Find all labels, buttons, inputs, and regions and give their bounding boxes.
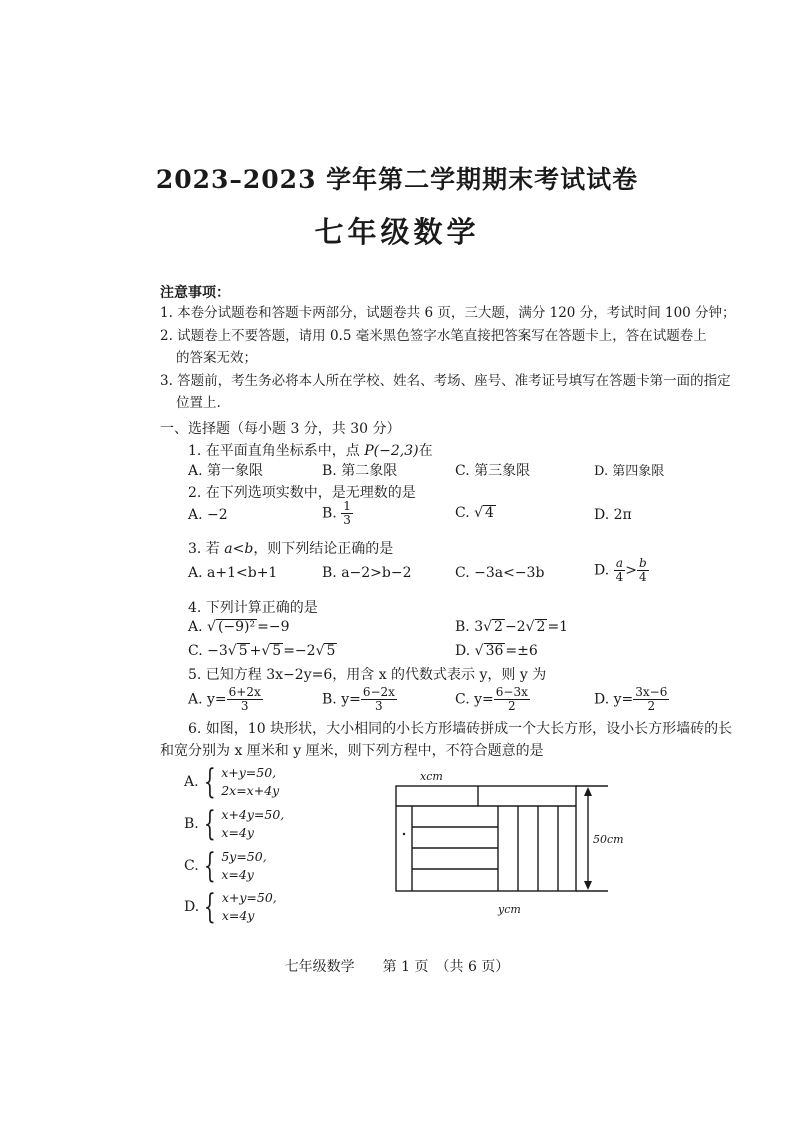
arrow-down-icon xyxy=(584,881,592,890)
brace-icon: { xyxy=(204,887,216,927)
q6-a-label: A. xyxy=(184,774,199,790)
section-heading: 一、选择题（每小题 3 分，共 30 分） xyxy=(160,421,401,437)
q2-option-a: A. −2 xyxy=(188,507,228,523)
q6-b-eq-2: x=4y xyxy=(221,825,254,840)
notes-heading: 注意事项： xyxy=(160,285,230,301)
q2-b-numerator: 1 xyxy=(343,499,351,513)
q4-b-mid: −2 xyxy=(504,619,526,635)
q4-d-radicand: 36 xyxy=(485,643,504,659)
q5-c-denominator: 2 xyxy=(507,699,516,713)
q5-c-fraction xyxy=(494,686,530,713)
q2-c-radicand: 4 xyxy=(485,505,494,521)
q5-c-prefix: C. y= xyxy=(455,691,494,708)
q2-option-d: D. 2π xyxy=(594,507,632,523)
q3-d-label: D. xyxy=(594,562,610,579)
question-1-stem xyxy=(188,440,433,460)
brace-icon: { xyxy=(203,804,216,844)
q3-stem-prefix: 3. 若 xyxy=(188,541,225,557)
q2-b-denominator: 3 xyxy=(343,513,351,527)
q2-option-c: C. √ 4 xyxy=(455,505,494,521)
q5-a-fraction xyxy=(227,686,263,713)
q5-d-numerator: 3x−6 xyxy=(635,685,668,699)
q3-option-a: A. a+1<b+1 xyxy=(188,565,278,581)
q3-condition: a<b xyxy=(224,541,254,557)
q5-d-denominator: 2 xyxy=(647,699,656,713)
q3-d-fraction-1 xyxy=(614,557,626,584)
exam-subtitle: 七年级数学 xyxy=(314,215,480,249)
q5-d-prefix: D. y= xyxy=(594,691,634,708)
q6-option-a xyxy=(184,764,279,800)
q6-b-eq-1: x+4y=50, xyxy=(221,807,285,822)
q5-a-prefix: A. y= xyxy=(188,691,227,708)
note-line-3: 的答案无效； xyxy=(176,350,257,366)
question-3-stem xyxy=(188,538,393,558)
q6-c-eq-2: x=4y xyxy=(221,867,254,882)
q4-b-radicand-1: 2 xyxy=(494,619,503,635)
q6-option-c xyxy=(184,848,267,884)
q1-option-b: B. 第二象限 xyxy=(322,463,398,479)
q6-d-eq-1: x+y=50, xyxy=(221,890,277,905)
q6-c-label: C. xyxy=(184,858,199,874)
q4-d-result: =±6 xyxy=(505,643,538,659)
note-line-4: 3. 答题前，考生务必将本人所在学校、姓名、考场、座号、准考证号填写在答题卡第一面的指定 xyxy=(160,373,731,389)
note-line-1: 1. 本卷分试题卷和答题卡两部分，试题卷共 6 页，三大题，满分 120 分，考试时间 100 分钟； xyxy=(160,305,736,321)
q5-option-b xyxy=(322,686,397,713)
q6-option-d xyxy=(184,889,277,925)
q3-d-fraction-2 xyxy=(637,557,649,584)
q2-b-fraction xyxy=(341,500,353,527)
q6-b-label: B. xyxy=(184,816,199,832)
q3-d-denominator-2: 4 xyxy=(639,570,647,584)
q4-c-radicand-2: 5 xyxy=(272,643,282,659)
figure-side-label: 50cm xyxy=(593,833,624,846)
q5-option-a xyxy=(188,686,263,713)
q2-b-label: B. xyxy=(322,505,337,522)
question-6-stem-line-1: 6. 如图，10 块形状，大小相同的小长方形墙砖拼成一个大长方形，设小长方形墙砖的长 xyxy=(188,721,733,737)
q3-option-c: C. −3a<−3b xyxy=(455,565,545,581)
brace-icon: { xyxy=(203,846,216,886)
q4-c-mid: + xyxy=(249,643,262,659)
q4-c-mid-2: =−2 xyxy=(283,643,316,659)
brace-icon: { xyxy=(203,762,216,802)
q2-option-b xyxy=(322,500,353,527)
q1-point: P(−2,3) xyxy=(364,443,419,459)
q5-b-denominator: 3 xyxy=(375,699,383,713)
dot-mark xyxy=(403,833,405,835)
exam-title: 2023–2023 学年第二学期期末考试试卷 xyxy=(155,165,639,194)
q1-stem-prefix: 1. 在平面直角坐标系中，点 xyxy=(188,443,365,459)
q3-d-numerator-1: a xyxy=(615,556,624,570)
q6-a-eq-2: 2x=x+4y xyxy=(221,783,280,798)
q6-d-eq-2: x=4y xyxy=(221,908,255,923)
q5-option-d xyxy=(594,686,669,713)
q4-c-radicand-1: 5 xyxy=(238,643,248,659)
q3-stem-suffix: ，则下列结论正确的是 xyxy=(253,541,394,557)
q6-option-b xyxy=(184,806,284,842)
big-rectangle xyxy=(396,786,576,891)
figure-top-label: xcm xyxy=(420,770,443,783)
q3-option-d xyxy=(594,557,649,584)
q4-option-d: D. √ 36 =±6 xyxy=(455,643,538,659)
q5-c-numerator: 6−3x xyxy=(495,685,528,699)
q6-tile-figure xyxy=(380,768,624,918)
q1-option-c: C. 第三象限 xyxy=(455,463,531,479)
page-footer: 七年级数学 第 1 页 （共 6 页） xyxy=(284,959,510,975)
q5-b-prefix: B. y= xyxy=(322,691,361,708)
q4-a-label: A. xyxy=(188,619,203,635)
q1-option-a: A. 第一象限 xyxy=(188,463,264,479)
q4-c-radicand-3: 5 xyxy=(326,643,336,659)
q6-d-label: D. xyxy=(184,899,200,915)
q4-d-label: D. xyxy=(455,643,471,659)
question-5-stem: 5. 已知方程 3x−2y=6，用含 x 的代数式表示 y，则 y 为 xyxy=(188,667,547,683)
q4-a-radicand: (−9)² xyxy=(217,619,256,635)
q1-stem-suffix: 在 xyxy=(418,443,433,459)
q3-option-b: B. a−2>b−2 xyxy=(322,565,412,581)
question-4-stem: 4. 下列计算正确的是 xyxy=(188,600,318,616)
q3-d-denominator-1: 4 xyxy=(615,570,624,584)
q4-a-result: =−9 xyxy=(257,619,290,635)
q4-b-radicand-2: 2 xyxy=(536,619,546,635)
q4-option-b: B. 3√ 2 −2√ 2 =1 xyxy=(455,619,569,635)
q4-b-coef: B. 3 xyxy=(455,619,484,635)
note-line-5: 位置上. xyxy=(176,395,221,411)
q5-a-denominator: 3 xyxy=(240,699,249,713)
q4-option-a: A. √ (−9)² =−9 xyxy=(188,619,290,635)
q3-d-relation: > xyxy=(625,562,638,579)
q5-b-numerator: 6−2x xyxy=(362,685,395,699)
q2-c-label: C. xyxy=(455,505,470,521)
q6-c-eq-1: 5y=50, xyxy=(221,849,267,864)
q1-option-d: D. 第四象限 xyxy=(594,464,665,479)
q5-a-numerator: 6+2x xyxy=(228,685,261,699)
q4-c-coef: C. −3 xyxy=(188,643,228,659)
q5-b-fraction xyxy=(361,686,397,713)
arrow-up-icon xyxy=(584,787,592,796)
question-6-stem-line-2: 和宽分别为 x 厘米和 y 厘米，则下列方程中，不符合题意的是 xyxy=(160,743,544,759)
q6-a-eq-1: x+y=50, xyxy=(221,765,277,780)
question-2-stem: 2. 在下列选项实数中，是无理数的是 xyxy=(188,485,416,501)
note-line-2: 2. 试题卷上不要答题，请用 0.5 毫米黑色签字水笔直接把答案写在答题卡上，答在试题卷上 xyxy=(160,328,707,344)
q5-d-fraction xyxy=(633,686,669,713)
q3-d-numerator-2: b xyxy=(639,556,647,570)
figure-bottom-label: ycm xyxy=(498,903,521,916)
q5-option-c xyxy=(455,686,530,713)
q4-b-result: =1 xyxy=(547,619,569,635)
q4-option-c: C. −3√ 5 +√ 5 =−2√ 5 xyxy=(188,643,336,659)
